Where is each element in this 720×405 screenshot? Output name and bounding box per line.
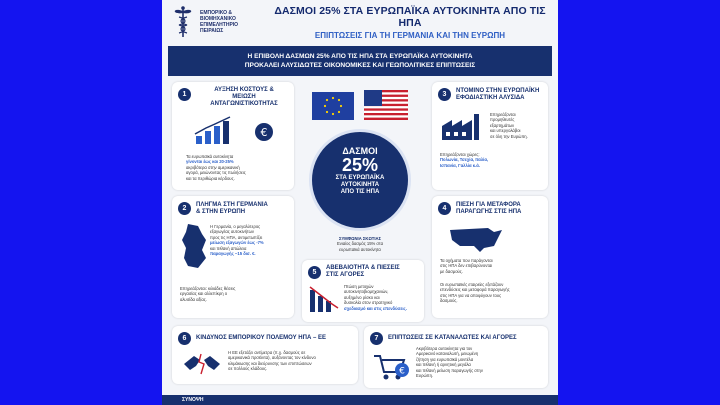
card-trade-war bbox=[172, 326, 358, 384]
card-text: κλιμάκωσης και διεύρυνσης των επιπτώσεων bbox=[228, 360, 312, 366]
card-text: δασμούς. bbox=[440, 298, 458, 304]
card-text: Ακριβότερα αυτοκίνητα για τον bbox=[416, 346, 473, 351]
summary-bar bbox=[162, 395, 558, 405]
card-market-uncertainty bbox=[302, 260, 424, 322]
card-text-highlight: Ισπανία, Γαλλία κ.ά. bbox=[440, 162, 480, 168]
card-text-highlight: γίνονται έως και 20-25% bbox=[186, 159, 234, 165]
banner-line2: ΠΡΟΚΑΛΕΙ ΑΛΥΣΙΔΩΤΕΣ ΟΙΚΟΝΟΜΙΚΕΣ ΚΑΙ ΓΕΩΠΟΛΙΤΙΚΕΣ ΕΠΙΠΤΩΣΕΙΣ bbox=[244, 62, 476, 69]
card-text: στις ΗΠΑ δεν επιβαρύνονται bbox=[440, 263, 493, 269]
center-label: ΑΥΤΟΚΙΝΗΤΑ bbox=[340, 182, 380, 188]
card-text: και πιθανή ή αρνητική μεγάλα bbox=[416, 362, 471, 368]
card-text: σε πολλούς κλάδους. bbox=[228, 366, 268, 372]
card-text: Αμερικανό καταναλωτή, μειωμένη bbox=[416, 351, 479, 357]
card-text: εξαγωγέας αυτοκινήτων bbox=[210, 229, 255, 235]
card-text-highlight: σχεδιασμό και στις επενδύσεις. bbox=[344, 305, 407, 311]
card-text: επενδύσεις και μεταφορά παραγωγής bbox=[440, 287, 510, 293]
tariff-center-circle bbox=[312, 132, 408, 228]
rising-bar-chart-icon bbox=[192, 116, 252, 146]
card-number: 5 bbox=[308, 266, 321, 279]
card-text: Ευρώπη. bbox=[416, 373, 434, 379]
subtitle: ΕΠΙΠΤΩΣΕΙΣ ΓΙΑ ΤΗ ΓΕΡΜΑΝΙΑ ΚΑΙ ΤΗΝ ΕΥΡΩΠΗ bbox=[314, 30, 506, 40]
card-number: 4 bbox=[438, 202, 451, 215]
card-consumers-markets bbox=[364, 326, 548, 388]
scotland-agreement-text: Ενιαίος δασμός 15% στα bbox=[336, 241, 384, 247]
card-number: 6 bbox=[178, 332, 191, 345]
card-germany-impact bbox=[172, 196, 294, 318]
card-text: Επηρεάζονται bbox=[490, 112, 516, 117]
card-text: και πιθανή μείωση παραγωγής στην bbox=[416, 367, 483, 373]
card-text: αμερικανικά προϊόντα), αυξάνοντας τον κίνδυνο bbox=[228, 355, 316, 361]
card-title: ΑΝΤΑΓΩΝΙΣΤΙΚΟΤΗΤΑΣ bbox=[210, 101, 278, 107]
banner-line1: Η ΕΠΙΒΟΛΗ ΔΑΣΜΩΝ 25% ΑΠΟ ΤΙΣ ΗΠΑ ΣΤΑ ΕΥΡΩΠΑΪΚΑ ΑΥΤΟΚΙΝΗΤΑ bbox=[247, 53, 473, 60]
card-text: αυξημένο ρίσκο και bbox=[344, 294, 380, 300]
card-text: Τα ευρωπαϊκά αυτοκίνητα bbox=[186, 154, 234, 159]
factory-icon bbox=[440, 112, 484, 142]
intro-banner bbox=[168, 46, 552, 76]
card-text: εξαρτημάτων bbox=[490, 122, 515, 128]
card-number: 1 bbox=[178, 88, 191, 101]
card-title: ΑΥΞΗΣΗ ΚΟΣΤΟΥΣ & bbox=[214, 87, 274, 93]
center-label: ΣΤΑ ΕΥΡΩΠΑΪΚΑ bbox=[335, 175, 385, 181]
card-text: Οι ευρωπαϊκές εταιρείες εξετάζουν bbox=[440, 282, 504, 287]
card-supply-chain bbox=[432, 82, 548, 190]
card-number: 3 bbox=[438, 88, 451, 101]
card-cost-increase bbox=[172, 82, 294, 190]
card-text-highlight: Πολωνία, Τσεχία, Ιταλία, bbox=[440, 157, 489, 163]
card-production-shift bbox=[432, 196, 548, 318]
card-text: και πιθανή απώλεια bbox=[210, 245, 247, 251]
card-text: προς τις ΗΠΑ, αντιμετωπίζει bbox=[210, 234, 263, 240]
scotland-agreement-text: ευρωπαϊκά αυτοκίνητα bbox=[339, 246, 381, 252]
us-flag-icon bbox=[364, 90, 408, 120]
card-number: 7 bbox=[370, 332, 383, 345]
infographic-sheet bbox=[162, 0, 558, 405]
euro-coin-icon bbox=[394, 362, 410, 378]
svg-text:€: € bbox=[399, 366, 405, 377]
card-title: ΜΕΙΩΣΗ bbox=[232, 94, 256, 100]
falling-chart-icon bbox=[308, 284, 342, 314]
card-text-highlight: παραγωγής ~15 δισ. €. bbox=[210, 251, 256, 257]
card-text: Επηρεάζονται: κιλιάδες θέσεις bbox=[180, 286, 236, 291]
main-title: ΔΑΣΜΟΙ 25% ΣΤΑ ΕΥΡΩΠΑΪΚΑ ΑΥΤΟΚΙΝΗΤΑ ΑΠΟ ΤΙΣ ΗΠΑ bbox=[274, 4, 546, 29]
card-title: & ΣΤΗΝ ΕΥΡΩΠΗ bbox=[196, 209, 246, 215]
card-text: και τα περιθώρια κέρδους. bbox=[186, 175, 235, 181]
org-line2: ΒΙΟΜΗΧΑΝΙΚΟ bbox=[200, 16, 236, 22]
caduceus-icon bbox=[170, 5, 196, 39]
euro-coin-icon bbox=[254, 122, 274, 142]
org-line4: ΠΕΙΡΑΙΩΣ bbox=[200, 28, 224, 34]
card-text: ζήτηση για ευρωπαϊκά μοντέλα bbox=[416, 356, 474, 362]
chamber-logo bbox=[170, 5, 270, 39]
card-title: ΕΦΟΔΙΑΣΤΙΚΗ ΑΛΥΣΙΔΑ bbox=[456, 95, 525, 101]
card-title: ΝΤΟΜΙΝΟ ΣΤΗΝ ΕΥΡΩΠΑΪΚΗ bbox=[456, 88, 540, 94]
card-text: Επηρεάζονται χώρες: bbox=[440, 152, 480, 157]
card-text: Η Γερμανία, ο μεγαλύτερος bbox=[210, 224, 261, 229]
card-text: Πτώση μετοχών bbox=[344, 284, 374, 289]
header bbox=[162, 0, 558, 44]
scotland-agreement-title: ΣΥΜΦΩΝΙΑ ΣΚΩΤΙΑΣ bbox=[338, 236, 382, 241]
center-label: ΑΠΟ ΤΙΣ ΗΠΑ bbox=[340, 189, 380, 195]
card-text: Η ΕΕ εξετάζει αντίμετρα (π.χ. δασμούς σε bbox=[228, 350, 306, 355]
handshake-break-icon bbox=[182, 352, 222, 376]
card-text: με δασμούς. bbox=[440, 268, 463, 274]
eu-flag-icon bbox=[312, 92, 354, 120]
card-text: Τα οχήματα που παράγονται bbox=[440, 258, 493, 263]
card-text: στις ΗΠΑ για να αποφύγουν τους bbox=[440, 292, 502, 298]
card-text-highlight: μείωση εξαγωγών έως -7% bbox=[210, 240, 264, 246]
card-text: προμηθευτές bbox=[490, 117, 515, 123]
card-title: ΣΤΙΣ ΑΓΟΡΕΣ bbox=[326, 272, 365, 278]
card-title: ΕΠΙΠΤΩΣΕΙΣ ΣΕ ΚΑΤΑΝΑΛΩΤΕΣ ΚΑΙ ΑΓΟΡΕΣ bbox=[388, 335, 517, 341]
org-line3: ΕΠΙΜΕΛΗΤΗΡΙΟ bbox=[200, 22, 239, 28]
card-text: αγορά, μειώνοντας τις πωλήσεις bbox=[186, 170, 246, 176]
org-line1: ΕΜΠΟΡΙΚΟ & bbox=[200, 10, 232, 16]
card-text: δυσκολία στον στρατηγικό bbox=[344, 300, 393, 306]
card-text: αλυσίδα αξίας. bbox=[180, 296, 207, 302]
usa-map-icon bbox=[448, 224, 504, 254]
germany-map-icon bbox=[180, 222, 208, 272]
svg-text:€: € bbox=[260, 126, 268, 139]
card-title: ΚΙΝΔΥΝΟΣ ΕΜΠΟΡΙΚΟΥ ΠΟΛΕΜΟΥ ΗΠΑ – ΕΕ bbox=[196, 335, 326, 341]
card-text: ακριβότερα στην αμερικανική bbox=[186, 164, 240, 170]
summary-label: ΣΥΝΟΨΗ bbox=[182, 397, 204, 403]
card-text: σε όλη την Ευρώπη. bbox=[490, 133, 528, 139]
card-number: 2 bbox=[178, 202, 191, 215]
card-text: αυτοκινητοβιομηχανιών, bbox=[344, 289, 389, 295]
card-title: ΠΙΕΣΗ ΓΙΑ ΜΕΤΑΦΟΡΑ bbox=[456, 202, 521, 208]
card-text: εργασίας και αλλεπίκρη ο bbox=[180, 291, 228, 297]
card-text: και υπεργολάβοι bbox=[490, 128, 521, 134]
card-title: ΠΛΗΓΜΑ ΣΤΗ ΓΕΡΜΑΝΙΑ bbox=[196, 202, 268, 208]
center-label: ΔΑΣΜΟΙ bbox=[342, 146, 378, 156]
card-title: ΠΑΡΑΓΩΓΗΣ ΣΤΙΣ ΗΠΑ bbox=[456, 209, 522, 215]
card-title: ΑΒΕΒΑΙΟΤΗΤΑ & ΠΙΕΣΕΙΣ bbox=[326, 265, 400, 271]
center-percentage: 25% bbox=[341, 155, 379, 175]
